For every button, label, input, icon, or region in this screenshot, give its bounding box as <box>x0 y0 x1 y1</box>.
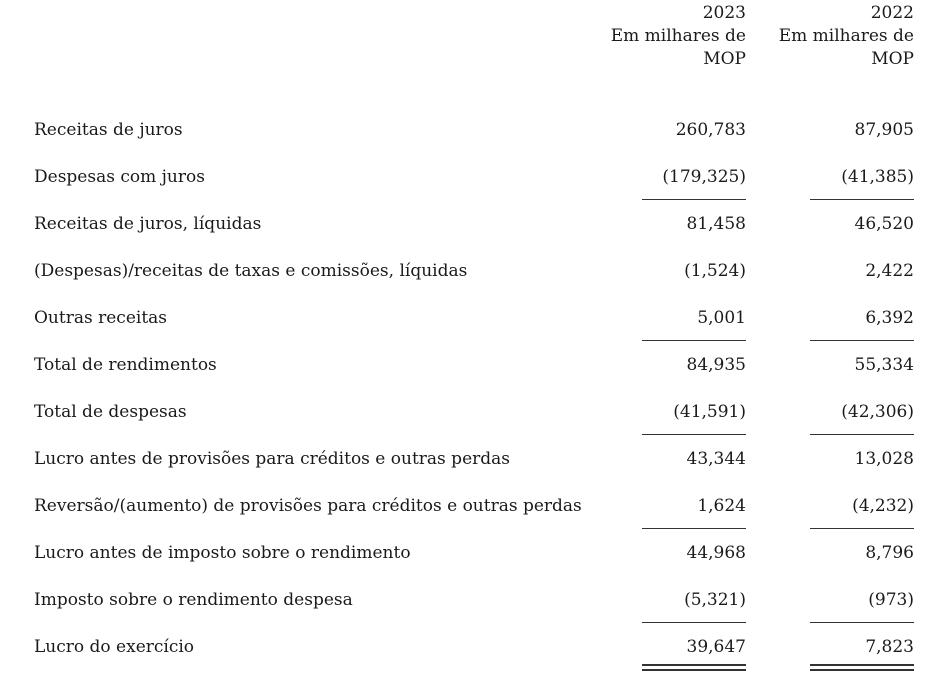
row-label: Lucro antes de provisões para créditos e outras perdas <box>34 449 510 469</box>
statement-row <box>0 493 941 519</box>
row-value-2022: 8,796 <box>865 543 914 563</box>
row-label: (Despesas)/receitas de taxas e comissões, líquidas <box>34 261 468 281</box>
statement-row-total <box>0 634 941 660</box>
row-value-2023: (179,325) <box>662 167 746 187</box>
row-value-2023: (1,524) <box>684 261 746 281</box>
row-label: Imposto sobre o rendimento despesa <box>34 590 353 610</box>
total-double-rule <box>810 664 914 671</box>
statement-row <box>0 587 941 613</box>
subtotal-rule <box>810 528 914 529</box>
column-unit-line1: Em milhares de <box>610 26 746 46</box>
row-label: Lucro antes de imposto sobre o rendimento <box>34 543 411 563</box>
subtotal-rule <box>810 622 914 623</box>
statement-row <box>0 446 941 472</box>
subtotal-rule <box>642 528 746 529</box>
row-label: Reversão/(aumento) de provisões para créditos e outras perdas <box>34 496 582 516</box>
row-value-2022: 87,905 <box>854 120 914 140</box>
row-value-2023: (41,591) <box>673 402 746 422</box>
column-year: 2022 <box>870 3 914 23</box>
row-value-2022: 13,028 <box>854 449 914 469</box>
statement-row <box>0 258 941 284</box>
row-value-2023: (5,321) <box>684 590 746 610</box>
column-header-2023 <box>566 2 746 71</box>
row-value-2023: 1,624 <box>697 496 746 516</box>
row-value-2023: 81,458 <box>686 214 746 234</box>
subtotal-rule <box>642 340 746 341</box>
row-label: Receitas de juros, líquidas <box>34 214 262 234</box>
statement-row <box>0 164 941 190</box>
row-label: Outras receitas <box>34 308 168 328</box>
row-value-2022: 7,823 <box>865 637 914 657</box>
row-value-2022: 2,422 <box>865 261 914 281</box>
column-unit-line1: Em milhares de <box>778 26 914 46</box>
statement-row <box>0 211 941 237</box>
row-label: Total de despesas <box>34 402 187 422</box>
row-label: Lucro do exercício <box>34 637 195 657</box>
statement-row <box>0 117 941 143</box>
row-label: Receitas de juros <box>34 120 183 140</box>
statement-row <box>0 305 941 331</box>
subtotal-rule <box>642 622 746 623</box>
subtotal-rule <box>810 340 914 341</box>
subtotal-rule <box>810 434 914 435</box>
column-unit-line2: MOP <box>703 49 746 69</box>
row-value-2022: 6,392 <box>865 308 914 328</box>
row-value-2023: 5,001 <box>697 308 746 328</box>
row-value-2023: 43,344 <box>686 449 746 469</box>
total-double-rule <box>642 664 746 671</box>
row-value-2023: 84,935 <box>686 355 746 375</box>
column-unit-line2: MOP <box>871 49 914 69</box>
statement-row <box>0 399 941 425</box>
column-header-2022 <box>734 2 914 71</box>
subtotal-rule <box>810 199 914 200</box>
row-value-2022: (42,306) <box>841 402 914 422</box>
row-label: Despesas com juros <box>34 167 205 187</box>
row-value-2022: (41,385) <box>841 167 914 187</box>
statement-row <box>0 540 941 566</box>
row-label: Total de rendimentos <box>34 355 217 375</box>
subtotal-rule <box>642 434 746 435</box>
row-value-2022: (4,232) <box>852 496 914 516</box>
row-value-2022: (973) <box>868 590 914 610</box>
row-value-2023: 44,968 <box>686 543 746 563</box>
row-value-2022: 46,520 <box>854 214 914 234</box>
column-year: 2023 <box>702 3 746 23</box>
row-value-2023: 260,783 <box>675 120 746 140</box>
row-value-2022: 55,334 <box>854 355 914 375</box>
statement-row <box>0 352 941 378</box>
subtotal-rule <box>642 199 746 200</box>
row-value-2023: 39,647 <box>686 637 746 657</box>
